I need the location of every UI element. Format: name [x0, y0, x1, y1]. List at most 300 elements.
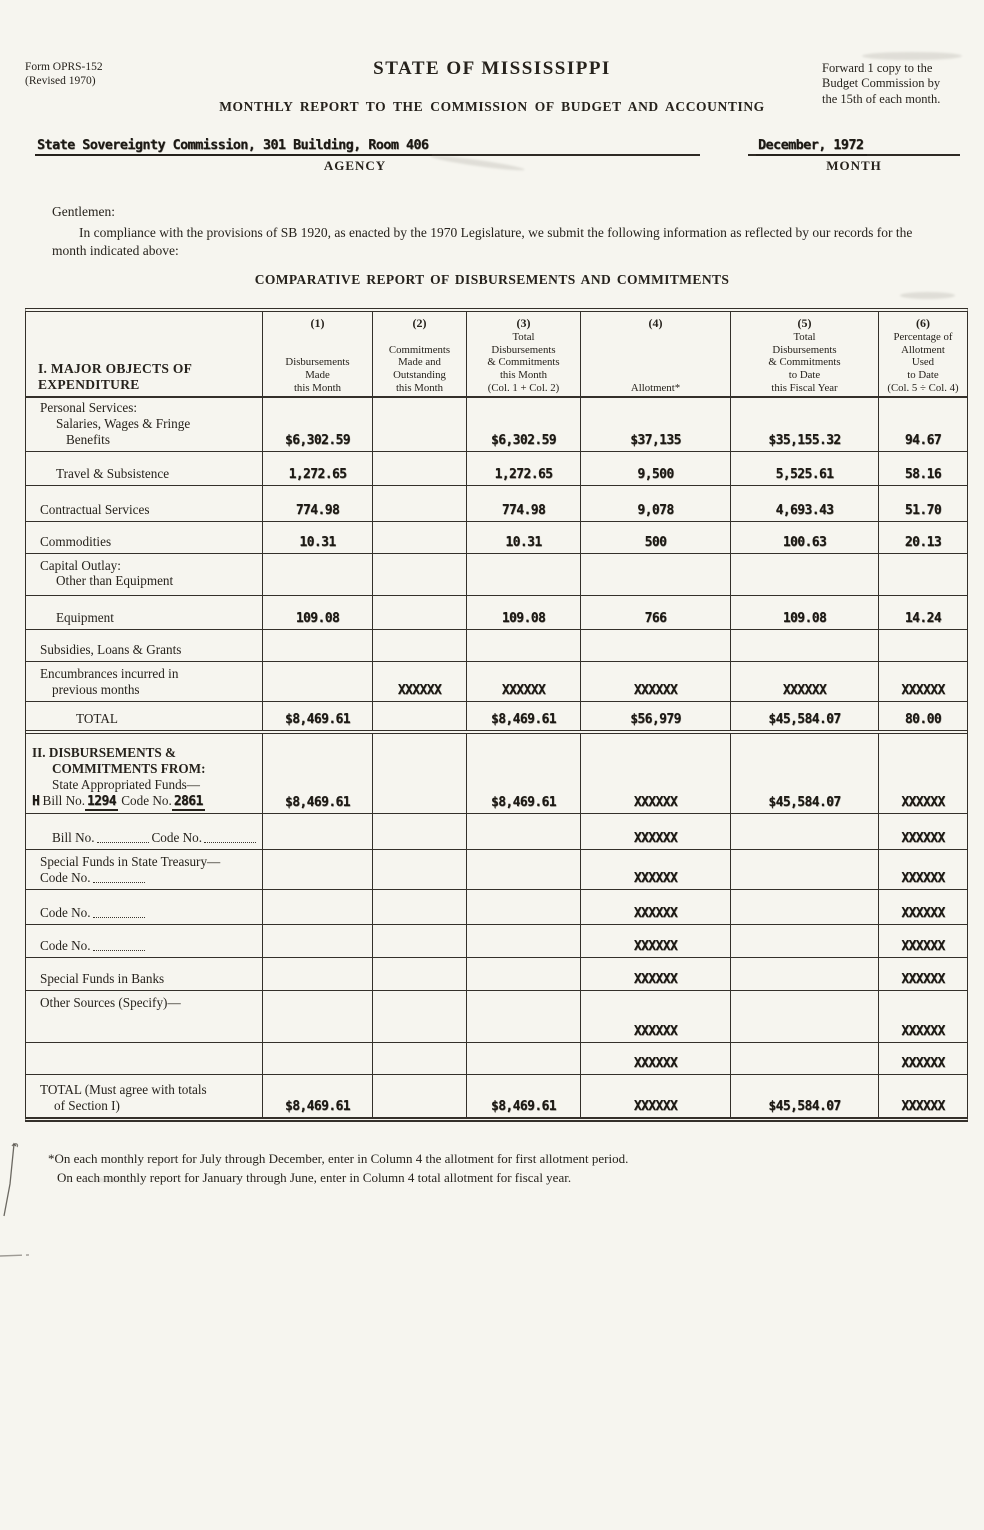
cell-special-funds-state-treasury-col2: [373, 850, 467, 889]
table-row-contractual-services: [26, 486, 967, 522]
cell-other-sources-col2: [373, 991, 467, 1042]
cell-commodities-col2: [373, 522, 467, 553]
typed-value: XXXXXX: [901, 870, 945, 886]
row-label-line: [26, 666, 178, 682]
table-row-bill-no-blank: [26, 814, 967, 850]
salutation: Gentlemen:: [52, 204, 115, 219]
row-label-bill-no-blank: [26, 814, 263, 849]
typed-value: XXXXXX: [633, 682, 678, 698]
column-header-line: to Date: [788, 369, 821, 382]
typed-value: 1,272.65: [494, 466, 553, 482]
typed-value: XXXXXX: [633, 971, 678, 987]
typed-value: XXXXXX: [633, 1023, 678, 1039]
column-header-line: Commitments: [388, 343, 451, 356]
typed-value: XXXXXX: [901, 971, 945, 987]
agency-value: State Sovereignty Commission, 301 Building, Room 406: [35, 137, 432, 156]
row-label-equipment: [26, 596, 263, 629]
typed-value: XXXXXX: [501, 682, 546, 698]
printed-label: Encumbrances incurred in: [40, 665, 179, 681]
compliance-paragraph: In compliance with the provisions of SB 1920, as enacted by the 1970 Legislature, we submit the following information as reflected by our records for the month indicated above:: [52, 225, 913, 259]
printed-label: Equipment: [56, 609, 114, 625]
cell-special-funds-in-banks-col2: [373, 958, 467, 990]
row-label-line: [26, 711, 118, 727]
stub-header-line: EXPENDITURE: [38, 376, 140, 392]
row-label-line: [26, 854, 220, 870]
stub-header-line: I. MAJOR OBJECTS OF: [38, 360, 193, 376]
cell-section2-total-col1: [263, 1075, 373, 1117]
cell-section2-total-col4: [581, 1075, 731, 1117]
forward-note-line: Budget Commission by: [822, 76, 941, 91]
column-header-line: this Month: [499, 369, 548, 382]
typed-entry: H: [32, 793, 40, 809]
cell-state-appropriated-funds-col1: [263, 734, 373, 813]
report-title: MONTHLY REPORT TO THE COMMISSION OF BUDGET AND ACCOUNTING: [219, 99, 765, 114]
row-label-line: [26, 610, 114, 626]
typed-value: 1,272.65: [288, 466, 347, 482]
cell-other-sources-blank-col4: [581, 1043, 731, 1074]
typed-value: XXXXXX: [633, 905, 678, 921]
row-label-line: [26, 793, 205, 810]
table-body: [26, 398, 967, 1117]
row-label-line: [26, 830, 259, 846]
typed-value: XXXXXX: [901, 682, 945, 698]
printed-label: Capital Outlay:: [40, 557, 121, 573]
column-header-2: [373, 312, 467, 400]
column-header-3: [467, 312, 581, 400]
cell-code-no-1-col6: [879, 890, 967, 924]
column-number: (3): [516, 316, 531, 330]
cell-subsidies-loans-grants-col4: [581, 630, 731, 661]
row-label-line: [26, 400, 137, 416]
cell-other-sources-col3: [467, 991, 581, 1042]
row-label-line: [26, 466, 169, 482]
column-header-line: this Fiscal Year: [771, 381, 838, 394]
typed-value: 109.08: [501, 610, 546, 626]
column-header-line: this Month: [293, 381, 342, 394]
printed-label: Code No.: [117, 792, 172, 808]
row-label-line: [26, 534, 111, 550]
table-row-code-no-2: [26, 925, 967, 958]
cell-special-funds-in-banks-col6: [879, 958, 967, 990]
printed-label: Personal Services:: [40, 400, 138, 415]
cell-capital-outlay-col6: [879, 554, 967, 595]
cell-other-sources-col5: [731, 991, 879, 1042]
column-number: (6): [916, 316, 930, 330]
column-header-line: Disbursements: [772, 343, 837, 356]
row-label-line: [26, 777, 200, 793]
column-number: (2): [412, 316, 427, 330]
typed-value: XXXXXX: [901, 938, 945, 954]
typed-value: XXXXXX: [633, 830, 678, 846]
cell-code-no-1-col4: [581, 890, 731, 924]
row-label-section2-total: [26, 1075, 263, 1117]
table-row-other-sources-blank: [26, 1043, 967, 1075]
forward-instruction-note: [822, 61, 940, 107]
cell-section1-total-col5: [731, 702, 879, 730]
typed-value: 100.63: [782, 534, 827, 550]
cell-bill-no-blank-col4: [581, 814, 731, 849]
forward-note-line: Forward 1 copy to the: [822, 61, 933, 75]
cell-travel-subsistence-col1: [263, 452, 373, 485]
cell-personal-services-col1: [263, 398, 373, 451]
agency-label: AGENCY: [323, 158, 387, 173]
table-title: COMPARATIVE REPORT OF DISBURSEMENTS AND COMMITMENTS: [254, 272, 730, 287]
table-header-row: [26, 312, 967, 398]
typed-value: XXXXXX: [633, 938, 678, 954]
column-header-line: Disbursements: [285, 356, 350, 369]
form-number: Form OPRS-152: [25, 61, 103, 73]
cell-special-funds-state-treasury-col3: [467, 850, 581, 889]
cell-other-sources-blank-col2: [373, 1043, 467, 1074]
cell-equipment-col6: [879, 596, 967, 629]
row-label-line: [26, 971, 164, 987]
typed-value: $35,155.32: [768, 432, 841, 448]
typed-value: 51.70: [904, 502, 942, 518]
allotment-footnote: [48, 1150, 628, 1188]
cell-state-appropriated-funds-col5: [731, 734, 879, 813]
column-header-line: Total: [793, 331, 816, 343]
cell-section2-total-col5: [731, 1075, 879, 1117]
cell-personal-services-col6: [879, 398, 967, 451]
table-row-subsidies-loans-grants: [26, 630, 967, 662]
row-label-line: [26, 502, 150, 518]
row-label-line: [26, 745, 176, 761]
typed-value: 10.31: [299, 534, 336, 550]
typed-value: XXXXXX: [633, 1055, 678, 1071]
cell-code-no-2-col2: [373, 925, 467, 957]
printed-label: Bill No.: [39, 792, 86, 808]
table-row-travel-subsistence: [26, 452, 967, 486]
cell-bill-no-blank-col5: [731, 814, 879, 849]
table-row-section2-total: [26, 1075, 967, 1117]
cell-special-funds-state-treasury-col5: [731, 850, 879, 889]
cell-travel-subsistence-col4: [581, 452, 731, 485]
typed-value: XXXXXX: [901, 905, 945, 921]
column-header-6: [879, 312, 967, 400]
row-label-line: [26, 938, 148, 954]
row-label-other-sources-blank: [26, 1043, 263, 1074]
cell-encumbrances-previous-months-col2: [373, 662, 467, 701]
cell-contractual-services-col6: [879, 486, 967, 521]
cell-bill-no-blank-col6: [879, 814, 967, 849]
cell-equipment-col4: [581, 596, 731, 629]
printed-label: Other Sources (Specify)—: [40, 994, 181, 1010]
row-label-line: [26, 1082, 207, 1098]
row-label-line: [26, 558, 121, 574]
fill-in-blank: [93, 905, 145, 918]
typed-value: 20.13: [904, 534, 942, 550]
typed-value: 58.16: [904, 466, 942, 482]
cell-other-sources-blank-col5: [731, 1043, 879, 1074]
fill-in-blank: [93, 870, 145, 883]
cell-subsidies-loans-grants-col1: [263, 630, 373, 661]
cell-special-funds-state-treasury-col6: [879, 850, 967, 889]
cell-capital-outlay-col2: [373, 554, 467, 595]
typed-value: XXXXXX: [397, 682, 442, 698]
typed-value: $8,469.61: [490, 794, 557, 810]
typed-value: $6,302.59: [490, 432, 557, 448]
typed-value: 109.08: [295, 610, 340, 626]
typed-value: 4,693.43: [775, 502, 834, 518]
row-label-line: [26, 573, 173, 589]
cell-travel-subsistence-col2: [373, 452, 467, 485]
typed-value: $6,302.59: [284, 432, 351, 448]
column-header-text: [389, 344, 450, 395]
cell-other-sources-blank-col3: [467, 1043, 581, 1074]
typed-value: 94.67: [904, 432, 942, 448]
column-header-line: to Date: [907, 369, 939, 382]
printed-label: Code No.: [40, 869, 91, 885]
cell-contractual-services-col4: [581, 486, 731, 521]
cell-encumbrances-previous-months-col5: [731, 662, 879, 701]
comparative-report-table: [25, 308, 968, 1122]
cell-special-funds-in-banks-col5: [731, 958, 879, 990]
column-header-text: [285, 356, 349, 394]
cell-equipment-col3: [467, 596, 581, 629]
column-header-text: [887, 331, 958, 395]
cell-travel-subsistence-col3: [467, 452, 581, 485]
row-label-line: [26, 1098, 120, 1114]
footnote-line: *On each monthly report for July through December, enter in Column 4 the allotment for first allotment period.: [48, 1151, 629, 1166]
cell-special-funds-state-treasury-col4: [581, 850, 731, 889]
cell-code-no-1-col3: [467, 890, 581, 924]
row-label-personal-services: [26, 398, 263, 451]
cell-other-sources-col1: [263, 991, 373, 1042]
cell-personal-services-col2: [373, 398, 467, 451]
cell-encumbrances-previous-months-col6: [879, 662, 967, 701]
cell-contractual-services-col3: [467, 486, 581, 521]
printed-label: Contractual Services: [40, 501, 150, 517]
typed-value: 5,525.61: [775, 466, 834, 482]
row-label-line: [26, 416, 190, 432]
cell-capital-outlay-col1: [263, 554, 373, 595]
cell-subsidies-loans-grants-col6: [879, 630, 967, 661]
typed-value: XXXXXX: [633, 794, 678, 810]
typed-value: XXXXXX: [901, 794, 945, 810]
printed-label: TOTAL (Must agree with totals: [40, 1081, 207, 1097]
typed-value: XXXXXX: [901, 830, 945, 846]
cell-commodities-col5: [731, 522, 879, 553]
footnote-line: On each monthly report for January through June, enter in Column 4 total allotment for fiscal year.: [57, 1169, 572, 1185]
row-label-capital-outlay: [26, 554, 263, 595]
column-header-line: Disbursements: [491, 343, 556, 356]
cell-section2-total-col6: [879, 1075, 967, 1117]
agency-field: [35, 136, 700, 174]
fill-in-blank: [97, 830, 149, 843]
month-field: [748, 136, 960, 174]
cell-personal-services-col3: [467, 398, 581, 451]
cell-code-no-1-col5: [731, 890, 879, 924]
table-row-encumbrances-previous-months: [26, 662, 967, 702]
table-row-special-funds-in-banks: [26, 958, 967, 991]
printed-label: II. DISBURSEMENTS &: [32, 745, 177, 761]
cell-other-sources-blank-col1: [263, 1043, 373, 1074]
form-revision: (Revised 1970): [25, 75, 96, 88]
row-label-contractual-services: [26, 486, 263, 521]
cell-other-sources-col4: [581, 991, 731, 1042]
typed-value: 9,500: [637, 466, 674, 482]
typed-entry: 2861: [173, 793, 203, 809]
cell-bill-no-blank-col2: [373, 814, 467, 849]
stub-header-text: [38, 361, 192, 393]
cell-bill-no-blank-col3: [467, 814, 581, 849]
printed-label: Salaries, Wages & Fringe: [56, 415, 191, 431]
typed-value: 766: [644, 610, 667, 626]
row-label-code-no-1: [26, 890, 263, 924]
cell-travel-subsistence-col5: [731, 452, 879, 485]
cell-special-funds-in-banks-col3: [467, 958, 581, 990]
cell-subsidies-loans-grants-col2: [373, 630, 467, 661]
column-number: (4): [648, 316, 663, 330]
row-label-special-funds-in-banks: [26, 958, 263, 990]
cell-subsidies-loans-grants-col3: [467, 630, 581, 661]
cell-equipment-col1: [263, 596, 373, 629]
column-header-text: [631, 382, 680, 395]
cell-special-funds-state-treasury-col1: [263, 850, 373, 889]
table-row-state-appropriated-funds: [26, 734, 967, 814]
cell-capital-outlay-col4: [581, 554, 731, 595]
row-label-encumbrances-previous-months: [26, 662, 263, 701]
cell-section1-total-col4: [581, 702, 731, 730]
typed-value: $37,135: [630, 432, 681, 448]
printed-label: Special Funds in State Treasury—: [40, 853, 221, 869]
table-row-special-funds-state-treasury: [26, 850, 967, 890]
state-title: STATE OF MISSISSIPPI: [373, 58, 611, 79]
typed-value: 80.00: [904, 711, 942, 727]
cell-section2-total-col3: [467, 1075, 581, 1117]
scan-smudge: [900, 292, 955, 299]
column-number: (1): [310, 316, 325, 330]
fill-in-blank: [93, 938, 145, 951]
typed-value: $8,469.61: [490, 711, 557, 727]
cell-commodities-col6: [879, 522, 967, 553]
cell-equipment-col2: [373, 596, 467, 629]
typed-value: $8,469.61: [284, 794, 351, 810]
column-header-line: Made and: [398, 356, 441, 369]
row-label-subsidies-loans-grants: [26, 630, 263, 661]
cell-encumbrances-previous-months-col3: [467, 662, 581, 701]
cell-encumbrances-previous-months-col1: [263, 662, 373, 701]
typed-entry: 1294: [87, 793, 116, 809]
column-header-line: (Col. 1 + Col. 2): [487, 381, 560, 394]
cell-other-sources-blank-col6: [879, 1043, 967, 1074]
column-number: (5): [797, 316, 812, 330]
typed-value: XXXXXX: [901, 1023, 945, 1039]
typed-value: 109.08: [782, 610, 827, 626]
typed-value: $45,584.07: [768, 711, 841, 727]
cell-code-no-2-col4: [581, 925, 731, 957]
table-row-code-no-1: [26, 890, 967, 925]
printed-label: Code No.: [40, 904, 91, 920]
table-row-capital-outlay: [26, 554, 967, 596]
table-row-section1-total: [26, 702, 967, 734]
typed-value: XXXXXX: [633, 1098, 678, 1114]
column-header-line: & Commitments: [487, 356, 560, 369]
typed-value: XXXXXX: [782, 682, 827, 698]
cell-bill-no-blank-col1: [263, 814, 373, 849]
row-label-line: [26, 905, 148, 921]
typed-value: 500: [644, 534, 667, 550]
cell-capital-outlay-col3: [467, 554, 581, 595]
cell-commodities-col3: [467, 522, 581, 553]
column-header-1: [263, 312, 373, 400]
typed-value: 774.98: [295, 502, 340, 518]
cell-code-no-1-col2: [373, 890, 467, 924]
row-label-line: [26, 995, 181, 1011]
typed-value: 14.24: [904, 610, 942, 626]
printed-label: previous months: [52, 681, 140, 697]
cell-state-appropriated-funds-col2: [373, 734, 467, 813]
row-label-travel-subsistence: [26, 452, 263, 485]
column-header-line: Allotment: [901, 343, 945, 356]
forward-note-line: the 15th of each month.: [822, 91, 941, 106]
column-header-line: Percentage of: [893, 331, 953, 343]
row-label-line: [26, 682, 140, 698]
cell-code-no-2-col1: [263, 925, 373, 957]
cell-section2-total-col2: [373, 1075, 467, 1117]
printed-label: State Appropriated Funds—: [52, 777, 200, 793]
table-row-personal-services: [26, 398, 967, 452]
cell-contractual-services-col5: [731, 486, 879, 521]
column-header-line: Total: [512, 331, 535, 343]
cell-special-funds-in-banks-col4: [581, 958, 731, 990]
table-row-equipment: [26, 596, 967, 630]
cell-personal-services-col4: [581, 398, 731, 451]
printed-label: Benefits: [66, 431, 110, 447]
cell-commodities-col1: [263, 522, 373, 553]
printed-label: COMMITMENTS FROM:: [52, 761, 206, 777]
cell-state-appropriated-funds-col4: [581, 734, 731, 813]
cell-code-no-2-col5: [731, 925, 879, 957]
cell-contractual-services-col1: [263, 486, 373, 521]
row-label-section1-total: [26, 702, 263, 730]
column-header-expenditure: [26, 312, 263, 400]
printed-label: Subsidies, Loans & Grants: [40, 641, 182, 657]
cell-section1-total-col3: [467, 702, 581, 730]
typed-value: $8,469.61: [284, 711, 351, 727]
typed-value: 10.31: [505, 534, 542, 550]
month-value: December, 1972: [756, 137, 867, 156]
column-header-line: Made: [305, 369, 330, 382]
cell-commodities-col4: [581, 522, 731, 553]
typed-value: $8,469.61: [284, 1098, 351, 1114]
table-row-other-sources: [26, 991, 967, 1043]
cell-special-funds-in-banks-col1: [263, 958, 373, 990]
cell-code-no-1-col1: [263, 890, 373, 924]
cell-section1-total-col1: [263, 702, 373, 730]
row-label-line: [26, 642, 181, 658]
cell-contractual-services-col2: [373, 486, 467, 521]
table-row-commodities: [26, 522, 967, 554]
typed-value: XXXXXX: [901, 1098, 945, 1114]
printed-label: TOTAL: [76, 710, 118, 726]
column-header-line: & Commitments: [768, 356, 841, 369]
cell-encumbrances-previous-months-col4: [581, 662, 731, 701]
column-header-line: Allotment*: [630, 381, 681, 394]
typed-value: XXXXXX: [901, 1055, 945, 1071]
month-label: MONTH: [826, 158, 882, 173]
column-header-line: Outstanding: [393, 369, 446, 382]
fill-in-blank: [204, 830, 256, 843]
typed-value: 9,078: [637, 502, 674, 518]
cell-equipment-col5: [731, 596, 879, 629]
column-header-line: Used: [911, 356, 935, 369]
cell-code-no-2-col3: [467, 925, 581, 957]
cell-code-no-2-col6: [879, 925, 967, 957]
row-label-commodities: [26, 522, 263, 553]
cell-travel-subsistence-col6: [879, 452, 967, 485]
printed-label: of Section I): [54, 1097, 120, 1113]
